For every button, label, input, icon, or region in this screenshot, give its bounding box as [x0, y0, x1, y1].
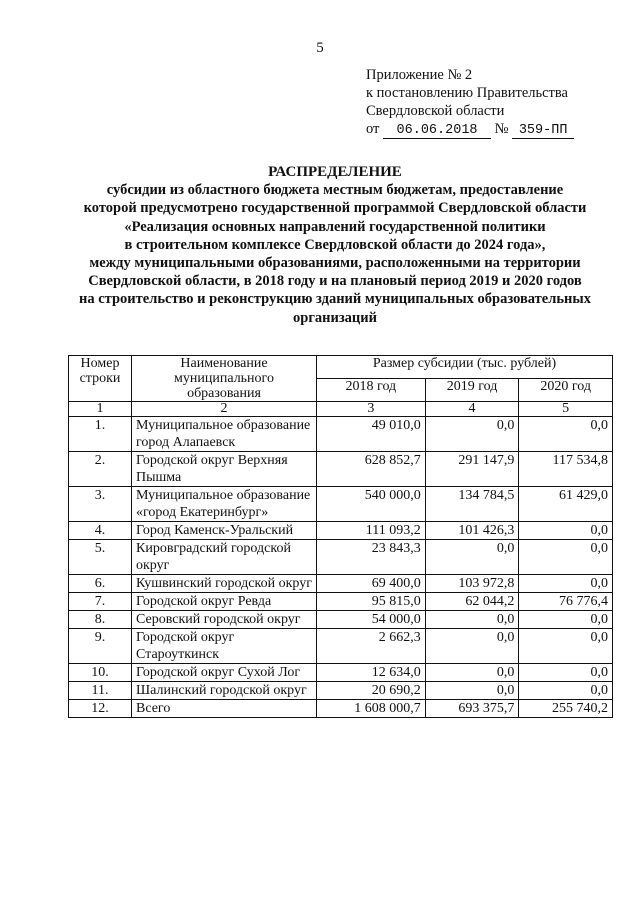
- value-2020-cell: 117 534,8: [519, 452, 613, 487]
- row-number-cell: 10.: [69, 664, 132, 682]
- value-2018-cell: 23 843,3: [317, 540, 426, 575]
- value-2020-cell: 0,0: [519, 682, 613, 700]
- municipality-name-cell: Серовский городской округ: [132, 611, 317, 629]
- heading-line: на строительство и реконструкцию зданий муниципальных образовательных: [79, 291, 591, 308]
- value-2018-cell: 69 400,0: [317, 575, 426, 593]
- column-index-row: [69, 402, 613, 417]
- row-number-cell: 4.: [69, 522, 132, 540]
- row-number-cell: 1.: [69, 417, 132, 452]
- municipality-name-cell: Городской округ Сухой Лог: [132, 664, 317, 682]
- value-2019-cell: 0,0: [425, 540, 519, 575]
- value-2019-cell: 62 044,2: [425, 593, 519, 611]
- from-label: от: [366, 121, 380, 137]
- row-number-cell: 6.: [69, 575, 132, 593]
- table-row: [69, 452, 613, 487]
- number-label: №: [494, 121, 509, 137]
- value-2020-cell: 0,0: [519, 575, 613, 593]
- value-2020-cell: 61 429,0: [519, 487, 613, 522]
- value-2019-cell: 0,0: [425, 417, 519, 452]
- page-number: 5: [316, 40, 324, 56]
- table-row: [69, 629, 613, 664]
- table-row: [69, 575, 613, 593]
- row-number-cell: 5.: [69, 540, 132, 575]
- heading-line: в строительном комплексе Свердловской области до 2024 года»,: [124, 236, 546, 253]
- document-heading: [40, 163, 630, 327]
- value-2018-cell: 12 634,0: [317, 664, 426, 682]
- value-2020-cell: 0,0: [519, 540, 613, 575]
- table-row: [69, 682, 613, 700]
- value-2020-cell: 0,0: [519, 629, 613, 664]
- index-cell: 2: [132, 402, 317, 417]
- row-number-cell: 7.: [69, 593, 132, 611]
- municipality-name-cell: Городской округ Верхняя Пышма: [132, 452, 317, 487]
- value-2018-cell: 111 093,2: [317, 522, 426, 540]
- municipality-name-cell: Городской округ Ревда: [132, 593, 317, 611]
- appendix-decree: к постановлению Правительства: [366, 85, 568, 101]
- heading-line: между муниципальными образованиями, расположенными на территории: [89, 255, 581, 272]
- decree-number: 359-ПП: [512, 123, 574, 139]
- value-2018-cell: 20 690,2: [317, 682, 426, 700]
- index-cell: 3: [317, 402, 426, 417]
- value-2018-cell: 1 608 000,7: [317, 700, 426, 718]
- row-number-cell: 2.: [69, 452, 132, 487]
- decree-date: 06.06.2018: [383, 123, 491, 139]
- heading-line: Свердловской области, в 2018 году и на плановый период 2019 и 2020 годов: [88, 273, 582, 290]
- heading-line: «Реализация основных направлений государственной политики: [124, 218, 546, 235]
- heading-line: которой предусмотрено государственной программой Свердловской области: [83, 200, 587, 217]
- row-number-cell: 9.: [69, 629, 132, 664]
- header-2018: 2018 год: [317, 379, 426, 402]
- heading-line: организаций: [293, 309, 377, 326]
- header-2020: 2020 год: [519, 379, 613, 402]
- row-number-cell: 8.: [69, 611, 132, 629]
- table-row: [69, 664, 613, 682]
- table-row: [69, 522, 613, 540]
- value-2018-cell: 54 000,0: [317, 611, 426, 629]
- index-cell: 5: [519, 402, 613, 417]
- table-row: [69, 540, 613, 575]
- municipality-name-cell: Всего: [132, 700, 317, 718]
- municipality-name-cell: Шалинский городской округ: [132, 682, 317, 700]
- table-row: [69, 417, 613, 452]
- value-2019-cell: 0,0: [425, 664, 519, 682]
- index-cell: 1: [69, 402, 132, 417]
- table-row: [69, 611, 613, 629]
- value-2018-cell: 628 852,7: [317, 452, 426, 487]
- heading-title: РАСПРЕДЕЛЕНИЕ: [268, 164, 402, 180]
- row-number-cell: 12.: [69, 700, 132, 718]
- value-2019-cell: 0,0: [425, 629, 519, 664]
- heading-line: субсидии из областного бюджета местным бюджетам, предоставление: [106, 182, 564, 199]
- value-2020-cell: 0,0: [519, 664, 613, 682]
- table-row: [69, 700, 613, 718]
- appendix-title: Приложение № 2: [366, 67, 473, 83]
- value-2020-cell: 76 776,4: [519, 593, 613, 611]
- value-2020-cell: 0,0: [519, 417, 613, 452]
- header-name: Наименование муниципального образования: [132, 356, 317, 402]
- header-2019: 2019 год: [425, 379, 519, 402]
- table-row: [69, 487, 613, 522]
- value-2020-cell: 255 740,2: [519, 700, 613, 718]
- municipality-name-cell: Городской округ Староуткинск: [132, 629, 317, 664]
- appendix-date-line: [366, 120, 574, 139]
- value-2019-cell: 101 426,3: [425, 522, 519, 540]
- table-row: [69, 593, 613, 611]
- value-2019-cell: 134 784,5: [425, 487, 519, 522]
- value-2019-cell: 103 972,8: [425, 575, 519, 593]
- value-2019-cell: 0,0: [425, 611, 519, 629]
- value-2019-cell: 291 147,9: [425, 452, 519, 487]
- appendix-region: Свердловской области: [366, 103, 505, 119]
- value-2019-cell: 0,0: [425, 682, 519, 700]
- value-2018-cell: 49 010,0: [317, 417, 426, 452]
- value-2018-cell: 95 815,0: [317, 593, 426, 611]
- municipality-name-cell: Кушвинский городской округ: [132, 575, 317, 593]
- value-2020-cell: 0,0: [519, 611, 613, 629]
- municipality-name-cell: Кировградский городской округ: [132, 540, 317, 575]
- row-number-cell: 11.: [69, 682, 132, 700]
- index-cell: 4: [425, 402, 519, 417]
- value-2020-cell: 0,0: [519, 522, 613, 540]
- subsidy-table: [68, 355, 613, 718]
- header-row-number: Номер строки: [69, 356, 132, 402]
- row-number-cell: 3.: [69, 487, 132, 522]
- value-2019-cell: 693 375,7: [425, 700, 519, 718]
- appendix-block: [366, 66, 574, 139]
- value-2018-cell: 2 662,3: [317, 629, 426, 664]
- municipality-name-cell: Город Каменск-Уральский: [132, 522, 317, 540]
- header-subsidy: Размер субсидии (тыс. рублей): [317, 356, 613, 379]
- municipality-name-cell: Муниципальное образование город Алапаевск: [132, 417, 317, 452]
- municipality-name-cell: Муниципальное образование «город Екатеринбург»: [132, 487, 317, 522]
- value-2018-cell: 540 000,0: [317, 487, 426, 522]
